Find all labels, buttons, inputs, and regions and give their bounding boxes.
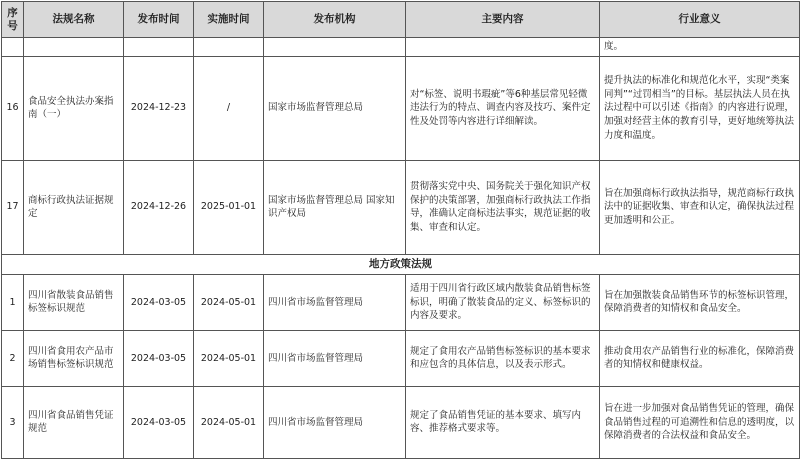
cell-seq: 1 <box>2 274 24 330</box>
cell-agency: 四川省市场监督管理局 <box>264 330 406 386</box>
cell-release: 2024-03-05 <box>124 330 194 386</box>
section-row <box>2 254 800 274</box>
cell-effective: / <box>194 56 264 160</box>
section-title: 地方政策法规 <box>2 254 800 274</box>
cell-effective: 2025-01-01 <box>194 160 264 254</box>
cell-name <box>24 38 124 57</box>
cell-agency: 国家市场监督管理总局 <box>264 56 406 160</box>
cell-name: 四川省食品销售凭证规范 <box>24 386 124 458</box>
cell-release: 2024-03-05 <box>124 386 194 458</box>
header-name: 法规名称 <box>24 2 124 38</box>
cell-significance: 提升执法的标准化和规范化水平，实现“类案同判”“过罚相当”的目标。基层执法人员在执法过程中可以引述《指南》的内容进行说理，加强对经营主体的教育引导，更好地统筹执法力度和温度。 <box>600 56 800 160</box>
cell-significance: 旨在加强商标行政执法指导，规范商标行政执法中的证据收集、审查和认定，确保执法过程更加透明和公正。 <box>600 160 800 254</box>
header-seq: 序号 <box>2 2 24 38</box>
header-content: 主要内容 <box>406 2 600 38</box>
table-row <box>2 274 800 330</box>
cell-content <box>406 38 600 57</box>
cell-content: 规定了食用农产品销售标签标识的基本要求和应包含的具体信息，以及表示形式。 <box>406 330 600 386</box>
cell-content: 贯彻落实党中央、国务院关于强化知识产权保护的决策部署，加强商标行政执法工作指导，准确认定商标违法事实，规范证据的收集、审查和认定。 <box>406 160 600 254</box>
cell-effective: 2024-05-01 <box>194 386 264 458</box>
cell-name: 食品安全执法办案指南（一） <box>24 56 124 160</box>
table-row <box>2 160 800 254</box>
cell-agency: 国家市场监督管理总局 国家知识产权局 <box>264 160 406 254</box>
cell-content: 对“标签、说明书瑕疵”等6种基层常见轻微违法行为的特点、调查内容及技巧、案件定性及处罚等内容进行详细解读。 <box>406 56 600 160</box>
cell-content: 规定了食品销售凭证的基本要求、填写内容、推荐格式要求等。 <box>406 386 600 458</box>
header-agency: 发布机构 <box>264 2 406 38</box>
cell-significance: 旨在进一步加强对食品销售凭证的管理，确保食品销售过程的可追溯性和信息的透明度，以保障消费者的合法权益和食品安全。 <box>600 386 800 458</box>
cell-effective: 2024-05-01 <box>194 330 264 386</box>
table-row <box>2 56 800 160</box>
cell-name: 四川省食用农产品市场销售标签标识规范 <box>24 330 124 386</box>
regulation-table <box>1 1 800 459</box>
cell-content: 适用于四川省行政区域内散装食品销售标签标识，明确了散装食品的定义、标签标识的内容及要求。 <box>406 274 600 330</box>
cell-seq <box>2 38 24 57</box>
cell-significance: 度。 <box>600 38 800 57</box>
cell-seq: 2 <box>2 330 24 386</box>
cell-agency <box>264 38 406 57</box>
table-row <box>2 38 800 57</box>
cell-release: 2024-12-23 <box>124 56 194 160</box>
cell-seq: 3 <box>2 386 24 458</box>
cell-name: 四川省散装食品销售标签标识规范 <box>24 274 124 330</box>
cell-significance: 推动食用农产品销售行业的标准化，保障消费者的知情权和健康权益。 <box>600 330 800 386</box>
cell-release: 2024-12-26 <box>124 160 194 254</box>
table-row <box>2 330 800 386</box>
table-header-row <box>2 2 800 38</box>
header-effective: 实施时间 <box>194 2 264 38</box>
header-significance: 行业意义 <box>600 2 800 38</box>
cell-significance: 旨在加强散装食品销售环节的标签标识管理，保障消费者的知情权和食品安全。 <box>600 274 800 330</box>
table-row <box>2 386 800 458</box>
cell-agency: 四川省市场监督管理局 <box>264 274 406 330</box>
cell-seq: 16 <box>2 56 24 160</box>
cell-effective <box>194 38 264 57</box>
cell-agency: 四川省市场监督管理局 <box>264 386 406 458</box>
cell-release <box>124 38 194 57</box>
cell-release: 2024-03-05 <box>124 274 194 330</box>
cell-name: 商标行政执法证据规定 <box>24 160 124 254</box>
cell-effective: 2024-05-01 <box>194 274 264 330</box>
header-release: 发布时间 <box>124 2 194 38</box>
cell-seq: 17 <box>2 160 24 254</box>
